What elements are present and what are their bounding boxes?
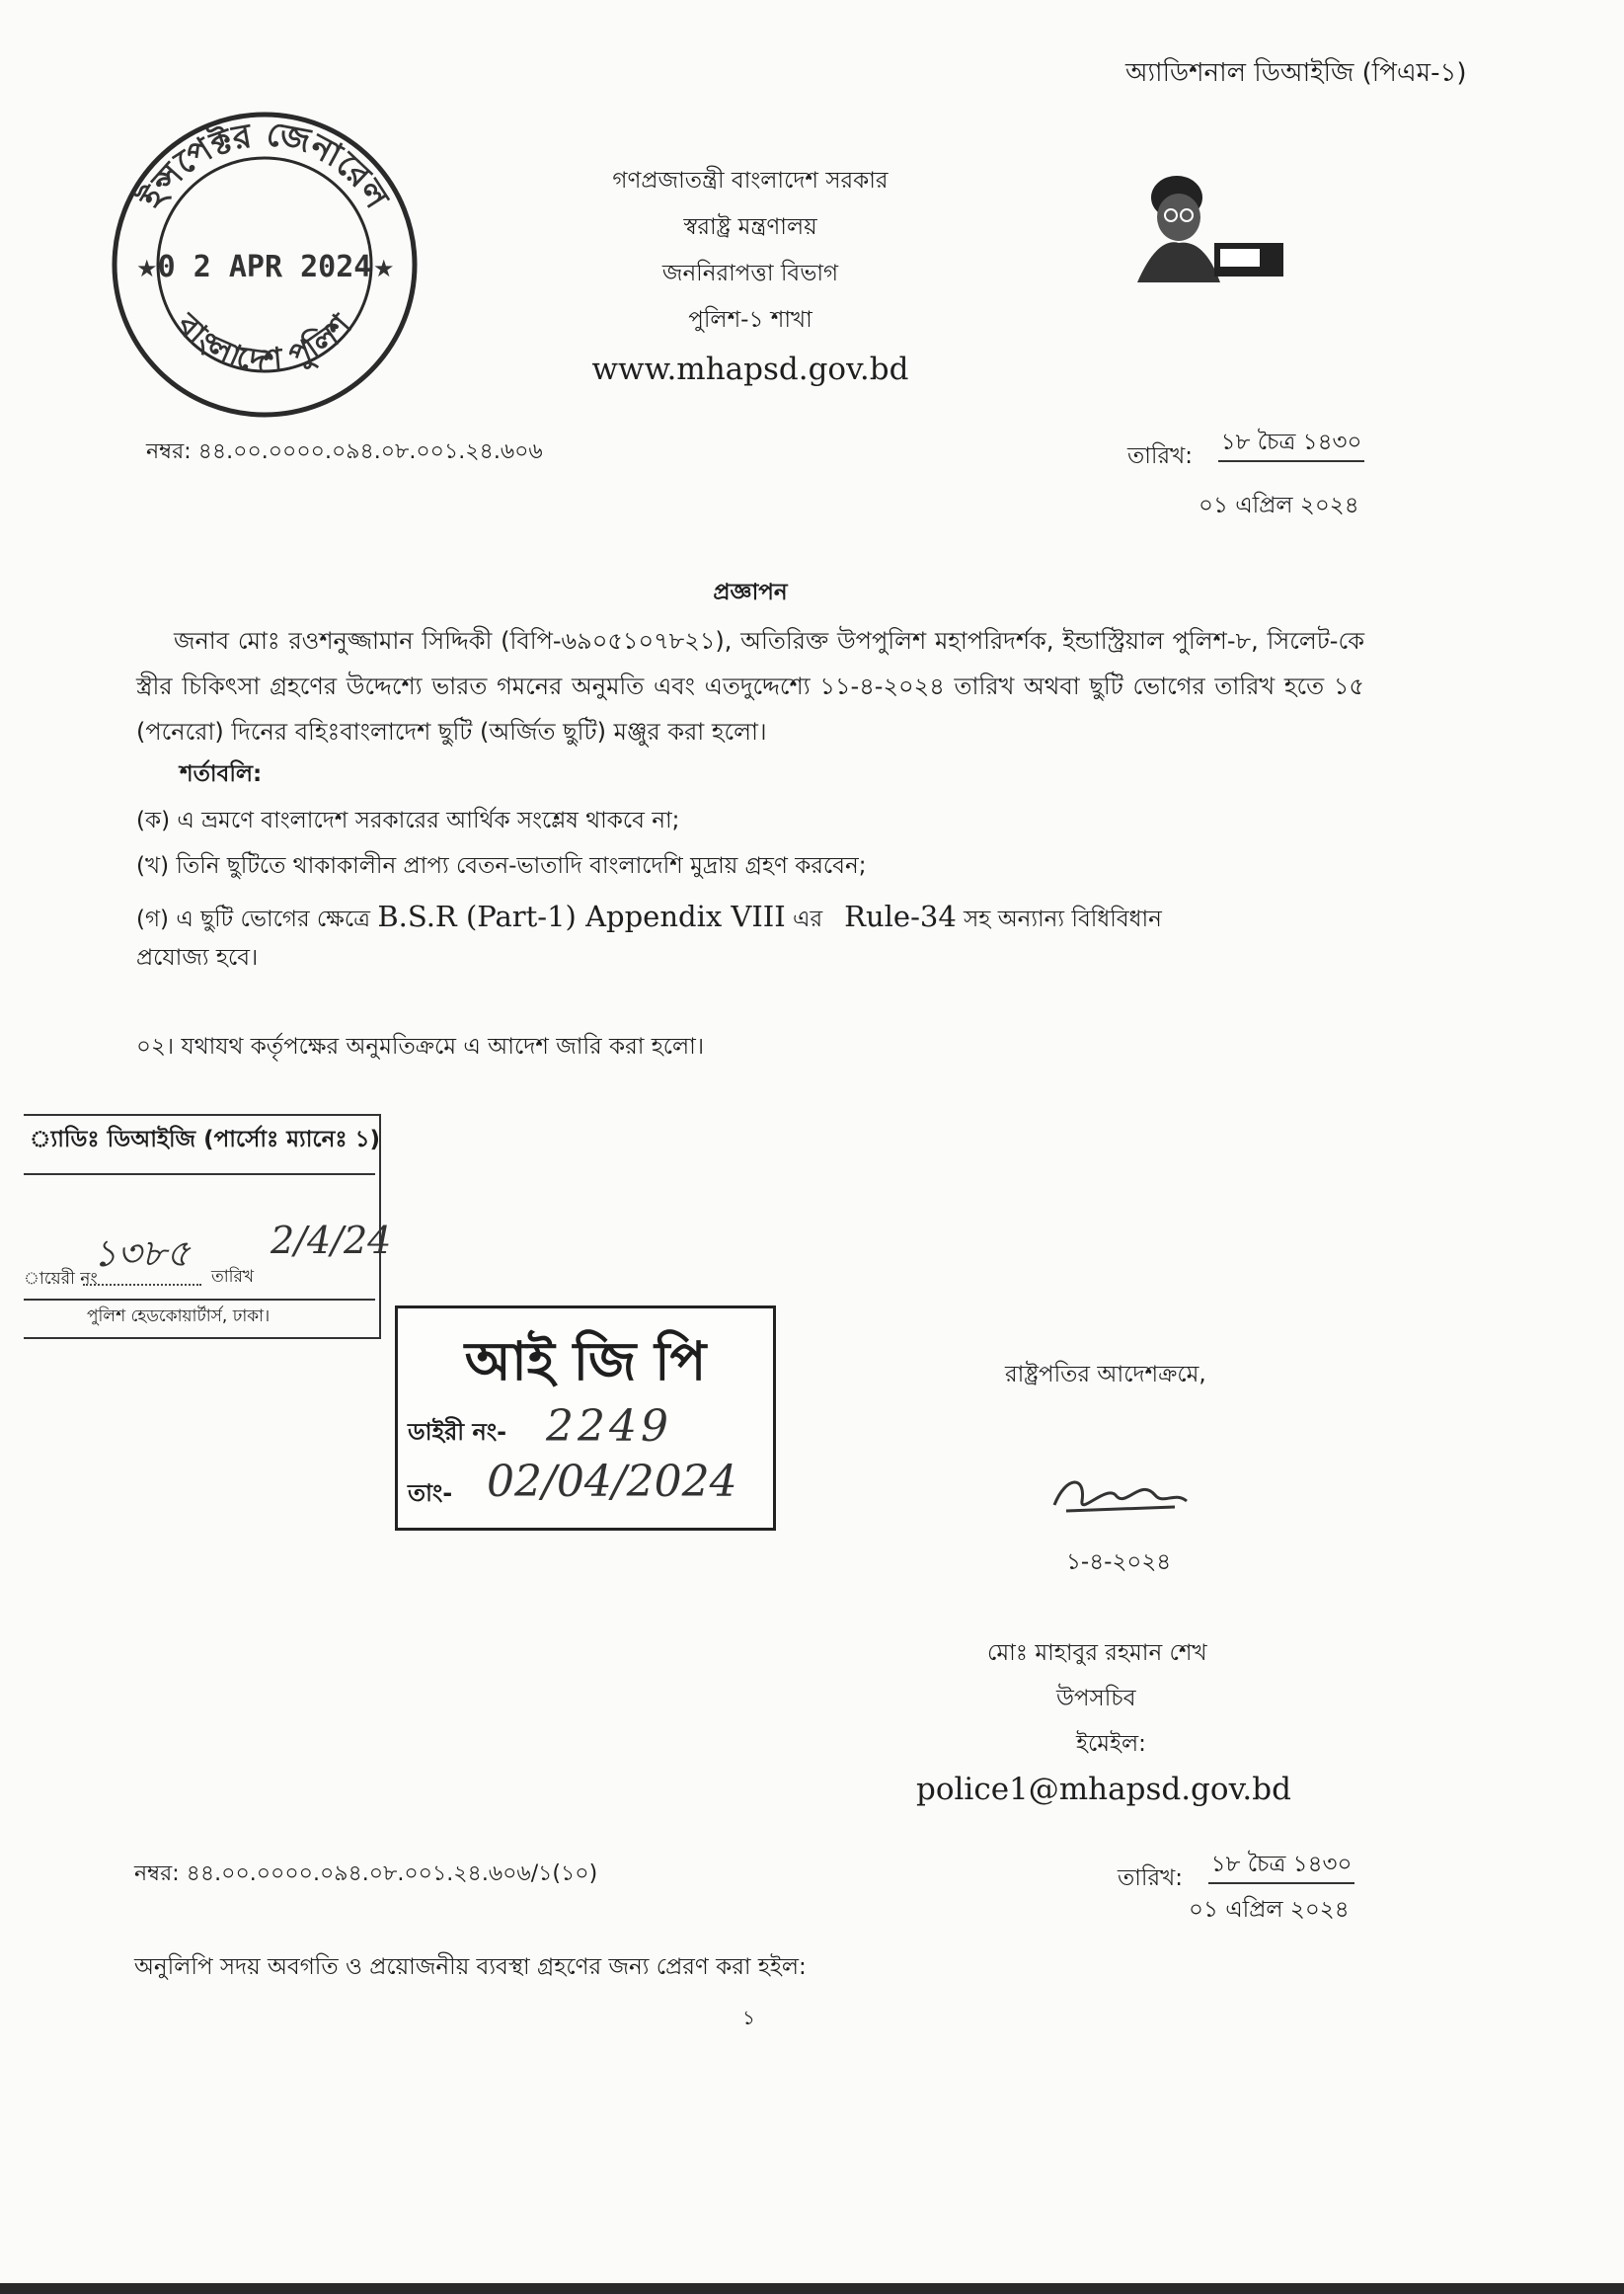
star-icon: ★ [136, 255, 158, 282]
date-bangla-2: ১৮ চৈত্র ১৪৩০ [1208, 1851, 1354, 1884]
stamp-bottom-text: বাংলাদেশ পুলিশ [169, 305, 359, 380]
addl-dig-diary-label: ায়েরী নং [24, 1269, 98, 1289]
signature-scribble [1046, 1465, 1195, 1525]
stamp-top-text: ইন্সপেক্টর জেনারেল [132, 114, 397, 216]
signature-date: ১-৪-২০২৪ [1066, 1549, 1172, 1575]
website-link[interactable]: www.mhapsd.gov.bd [591, 352, 909, 387]
condition-c-line2: প্রযোজ্য হবে। [136, 945, 259, 971]
addl-dig-footer: পুলিশ হেডকোয়ার্টার্স, ঢাকা। [87, 1306, 271, 1326]
signatory-name: মোঃ মাহাবুর রহমান শেখ [987, 1640, 1207, 1666]
corner-tag: অ্যাডিশনাল ডিআইজি (পিএম-১) [1125, 58, 1467, 88]
addl-dig-title: ্যাডিঃ ডিআইজি (পার্সোঃ ম্যানেঃ ১) [30, 1127, 381, 1152]
reference-number: নম্বর: ৪৪.০০.০০০০.০৯৪.০৮.০০১.২৪.৬০৬ [146, 439, 543, 464]
scan-edge [0, 2283, 1624, 2294]
igp-date: 02/04/2024 [487, 1457, 737, 1507]
notice-title: প্রজ্ঞাপন [713, 580, 788, 605]
portrait-logo [1127, 166, 1305, 286]
page-number: ১ [742, 2006, 755, 2029]
star-icon: ★ [373, 255, 395, 282]
addl-dig-stamp [24, 1114, 392, 1339]
condition-b: (খ) তিনি ছুটিতে থাকাকালীন প্রাপ্য বেতন-ভাতাদি বাংলাদেশি মুদ্রায় গ্রহণ করবেন; [136, 853, 867, 879]
date-bangla: ১৮ চৈত্র ১৪৩০ [1218, 429, 1364, 462]
email-link[interactable]: police1@mhapsd.gov.bd [916, 1772, 1291, 1807]
igp-date-label: তাং- [408, 1479, 453, 1507]
date-gregorian: ০১ এপ্রিল ২০২৪ [1199, 493, 1359, 518]
division-name: জননিরাপত্তা বিভাগ [661, 261, 839, 286]
svg-text:বাংলাদেশ পুলিশ [169, 305, 360, 379]
date-label: তারিখ: [1127, 443, 1194, 469]
condition-c-rule1: B.S.R (Part-1) Appendix VIII [377, 900, 786, 933]
ministry-name: স্বরাষ্ট্র মন্ত্রণালয় [683, 214, 817, 240]
branch-name: পুলিশ-১ শাখা [688, 307, 812, 333]
email-label: ইমেইল: [1076, 1731, 1146, 1757]
govt-name: গণপ্রজাতন্ত্রী বাংলাদেশ সরকার [612, 168, 889, 194]
date-label-2: তারিখ: [1118, 1865, 1184, 1891]
by-order-line: রাষ্ট্রপতির আদেশক্রমে, [1005, 1362, 1206, 1387]
letterhead [494, 158, 1007, 395]
igp-stamp [395, 1305, 776, 1531]
addl-dig-date: 2/4/24 [271, 1219, 392, 1262]
reference-number-2: নম্বর: ৪৪.০০.০০০০.০৯৪.০৮.০০১.২৪.৬০৬/১(১০) [134, 1861, 598, 1886]
condition-c-suffix: সহ অন্যান্য বিধিবিধান [964, 907, 1162, 932]
received-stamp [107, 107, 423, 423]
conditions-title: শর্তাবলি: [180, 761, 263, 787]
date-gregorian-2: ০১ এপ্রিল ২০২৪ [1189, 1897, 1350, 1923]
igp-title: আই জি পি [464, 1329, 707, 1392]
order-line: ০২। যথাযথ কর্তৃপক্ষের অনুমতিক্রমে এ আদেশ জারি করা হলো। [136, 1034, 705, 1060]
addl-dig-diary-no: ১৩৮৫ [93, 1231, 191, 1275]
copy-note: অনুলিপি সদয় অবগতি ও প্রয়োজনীয় ব্যবস্থা গ্রহণের জন্য প্রেরণ করা হইল: [134, 1954, 807, 1980]
addl-dig-date-label: তারিখ [211, 1267, 255, 1287]
condition-c-mid: এর [793, 907, 823, 932]
stamp-date: 0 2 APR 2024 [157, 250, 372, 284]
notice-body: জনাব মোঃ রওশনুজ্জামান সিদ্দিকী (বিপি-৬৯০৫১০৭৮২১), অতিরিক্ত উপপুলিশ মহাপরিদর্শক, ইন্ডাস্ট্রিয়াল পুলিশ-৮, সিলেট-কে স্ত্রীর চিকিৎসা গ্রহণের উদ্দেশ্যে ভারত গমনের অনুমতি এবং এতদুদ্দেশ্যে ১১-৪-২০২৪ তারিখ অথবা ছুটি ভোগের তারিখ হতে ১৫ (পনেরো) দিনের বহিঃবাংলাদেশ ছুটি (অর্জিত ছুটি) মঞ্জুর করা হলো। [136, 627, 1364, 746]
igp-diary-no: 2249 [546, 1401, 672, 1452]
condition-a: (ক) এ ভ্রমণে বাংলাদেশ সরকারের আর্থিক সংশ্লেষ থাকবে না; [136, 808, 680, 833]
condition-c-rule2: Rule-34 [844, 900, 957, 933]
condition-c [136, 899, 1162, 936]
signatory-designation: উপসচিব [1056, 1686, 1136, 1711]
igp-diary-label: ডাইরী নং- [408, 1418, 507, 1446]
condition-c-prefix: (গ) এ ছুটি ভোগের ক্ষেত্রে [136, 907, 371, 932]
